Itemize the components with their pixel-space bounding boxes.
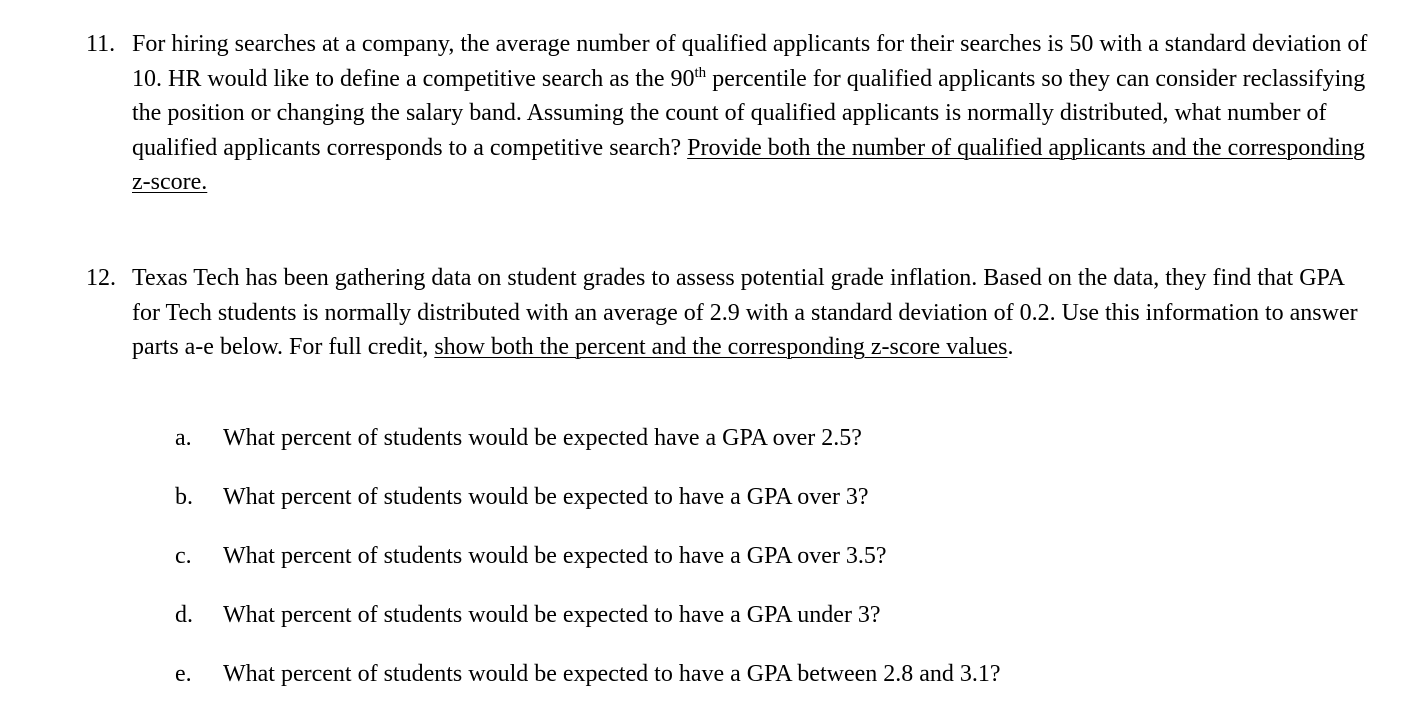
question-11-text	[132, 27, 1376, 200]
question-12-text-part-2: .	[1007, 334, 1014, 360]
part-letter: e.	[175, 661, 192, 687]
part-text: What percent of students would be expected to have a GPA over 3.5?	[223, 543, 887, 569]
part-text: What percent of students would be expected to have a GPA between 2.8 and 3.1?	[223, 661, 1001, 687]
ordinal-suffix: th	[694, 64, 707, 81]
question-11-number: 11.	[86, 31, 116, 57]
part-text: What percent of students would be expected to have a GPA under 3?	[223, 602, 881, 628]
part-letter: a.	[175, 425, 192, 451]
question-11-text-part-2: percentile for qualified applicants so they can consider reclassifying the position or changing the salary band. Assuming the count of qualified applicants is normally distributed, what number of qualified applicants corresponds to a competitive search?	[132, 65, 1366, 161]
part-letter: c.	[175, 543, 192, 569]
part-text: What percent of students would be expected have a GPA over 2.5?	[223, 425, 862, 451]
list-item	[175, 480, 1375, 539]
question-11-text-part-1: For hiring searches at a company, the average number of qualified applicants for their searches is 50 with a standard deviation of 10. HR would like to define a competitive search as the 90	[132, 31, 1368, 92]
list-item	[175, 421, 1375, 480]
question-11-underlined-instruction: Provide both the number of qualified applicants and the corresponding z-score.	[132, 134, 1365, 195]
part-text: What percent of students would be expected to have a GPA over 3?	[223, 484, 869, 510]
part-letter: b.	[175, 484, 193, 510]
question-12	[86, 261, 1376, 365]
question-12-underlined-instruction: show both the percent and the corresponding z-score values	[434, 334, 1008, 360]
list-item	[175, 598, 1375, 657]
list-item	[175, 657, 1375, 716]
question-12-text-part-1: Texas Tech has been gathering data on student grades to assess potential grade inflation. Based on the data, they find that GPA for Tech students is normally distributed with an average of 2.9 with a standard deviation of 0.2. Use this information to answer parts a-e below. For full credit,	[132, 265, 1358, 360]
question-12-parts-list	[175, 421, 1375, 716]
question-12-text	[132, 261, 1376, 365]
question-11	[86, 27, 1376, 200]
list-item	[175, 539, 1375, 598]
part-letter: d.	[175, 602, 193, 628]
question-12-number: 12.	[86, 265, 116, 291]
